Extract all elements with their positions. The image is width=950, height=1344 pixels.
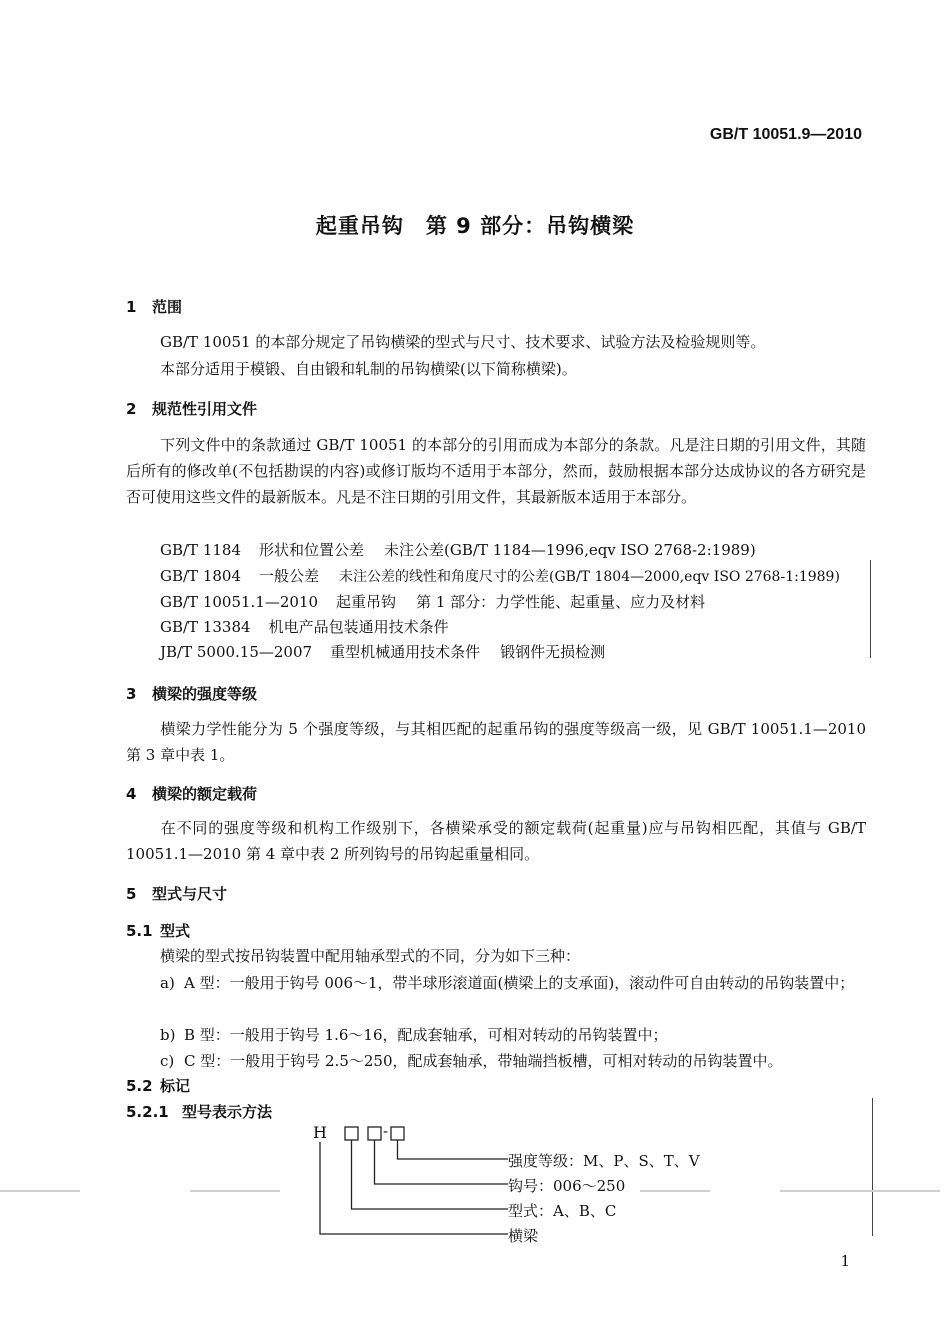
label-beam: 横梁 xyxy=(508,1227,539,1245)
section-1-paragraph-2 xyxy=(126,356,866,382)
scan-artifact xyxy=(190,1190,280,1192)
reference-item xyxy=(160,564,840,589)
list-label: a) xyxy=(160,974,175,992)
paragraph-text: 横梁的型式按吊钩装置中配用轴承型式的不同，分为如下三种： xyxy=(160,947,581,965)
designation-dash: - xyxy=(383,1122,389,1140)
designation-diagram xyxy=(300,1120,720,1250)
reference-item xyxy=(160,615,469,639)
scan-artifact xyxy=(0,1190,80,1192)
section-3-paragraph xyxy=(126,716,866,768)
paragraph-text: 下列文件中的条款通过 GB/T 10051 的本部分的引用而成为本部分的条款。凡是注日期的引用文件，其随后所有的修改单(不包括勘误的内容)或修订版均不适用于本部分，然而，鼓励根据本部分达成协议的各方研究是否可使用这些文件的最新版本。凡是不注日期的引用文件，其最新版本适用于本部分。 xyxy=(126,436,866,506)
section-3-heading xyxy=(126,683,257,704)
label-type: 型式：A、B、C xyxy=(508,1202,617,1220)
reference-title: 形状和位置公差 xyxy=(259,541,365,559)
subsection-title: 型式 xyxy=(160,922,191,940)
reference-detail: 锻钢件无损检测 xyxy=(500,643,606,661)
reference-title: 起重吊钩 xyxy=(336,593,397,611)
list-text: A 型：一般用于钩号 006～1，带半球形滚道面(横梁上的支承面)，滚动件可自由转动的吊钩装置中； xyxy=(184,974,855,992)
section-2-heading xyxy=(126,398,257,419)
section-title: 横梁的额定载荷 xyxy=(152,785,258,803)
scan-margin-line xyxy=(870,560,871,658)
reference-item xyxy=(160,590,705,614)
hook-no-box xyxy=(368,1127,381,1140)
subsection-5-2-heading xyxy=(126,1075,190,1096)
subsection-number: 5.2 xyxy=(126,1077,153,1095)
label-hook-no: 钩号：006～250 xyxy=(508,1177,626,1195)
subsection-number: 5.1 xyxy=(126,922,153,940)
reference-code: GB/T 1184 xyxy=(160,541,242,559)
reference-title: 一般公差 xyxy=(259,567,320,585)
list-text: C 型：一般用于钩号 2.5～250，配成套轴承，带轴端挡板槽，可相对转动的吊钩装置中。 xyxy=(184,1052,783,1070)
reference-item xyxy=(160,640,605,664)
section-2-intro xyxy=(126,432,866,510)
label-grade: 强度等级：M、P、S、T、V xyxy=(508,1152,700,1170)
standard-number: GB/T 10051.9—2010 xyxy=(709,126,862,143)
page-number: 1 xyxy=(840,1252,850,1270)
reference-detail: 未注公差(GB/T 1184—1996,eqv ISO 2768-2:1989) xyxy=(384,541,756,559)
subsection-title: 标记 xyxy=(160,1077,191,1095)
scan-artifact xyxy=(640,1190,710,1192)
subsection-title: 型号表示方法 xyxy=(182,1103,273,1121)
list-label: c) xyxy=(160,1052,175,1070)
reference-detail: 未注公差的线性和角度尺寸的公差(GB/T 1804—2000,eqv ISO 2768-1:1989) xyxy=(339,569,840,585)
section-4-heading xyxy=(126,783,257,804)
subsection-5-2-1-heading xyxy=(126,1101,272,1122)
subsection-number: 5.2.1 xyxy=(126,1103,169,1121)
reference-code: JB/T 5000.15—2007 xyxy=(160,643,313,661)
paragraph-text: GB/T 10051 的本部分规定了吊钩横梁的型式与尺寸、技术要求、试验方法及检验规则等。 xyxy=(160,333,766,351)
section-number: 4 xyxy=(126,785,137,803)
paragraph-text: 在不同的强度等级和机构工作级别下，各横梁承受的额定载荷(起重量)应与吊钩相匹配，其值与 GB/T 10051.1—2010 第 4 章中表 2 所列钩号的吊钩起重量相同。 xyxy=(126,819,866,863)
reference-code: GB/T 13384 xyxy=(160,618,251,636)
section-1-heading xyxy=(126,296,182,317)
list-item xyxy=(160,970,866,996)
list-item xyxy=(160,1048,866,1074)
document-title: 起重吊钩 第 9 部分：吊钩横梁 xyxy=(315,214,635,238)
section-number: 2 xyxy=(126,400,137,418)
subsection-5-1-heading xyxy=(126,920,190,941)
reference-code: GB/T 10051.1—2010 xyxy=(160,593,319,611)
section-title: 范围 xyxy=(152,298,183,316)
list-item xyxy=(160,1022,866,1048)
reference-title: 重型机械通用技术条件 xyxy=(330,643,481,661)
paragraph-text: 横梁力学性能分为 5 个强度等级，与其相匹配的起重吊钩的强度等级高一级，见 GB/T 10051.1—2010 第 3 章中表 1。 xyxy=(126,720,866,764)
section-title: 规范性引用文件 xyxy=(152,400,258,418)
section-5-heading xyxy=(126,883,227,904)
section-title: 横梁的强度等级 xyxy=(152,685,258,703)
section-4-paragraph xyxy=(126,815,866,867)
type-box xyxy=(345,1127,358,1140)
scan-margin-line xyxy=(872,1098,873,1236)
subsection-5-1-intro xyxy=(126,943,866,969)
list-label: b) xyxy=(160,1026,176,1044)
section-number: 5 xyxy=(126,885,137,903)
reference-detail: 第 1 部分：力学性能、起重量、应力及材料 xyxy=(416,593,706,611)
grade-box xyxy=(391,1127,404,1140)
list-text: B 型：一般用于钩号 1.6～16，配成套轴承，可相对转动的吊钩装置中； xyxy=(184,1026,668,1044)
reference-title: 机电产品包装通用技术条件 xyxy=(268,618,449,636)
section-1-paragraph-1 xyxy=(126,329,866,355)
reference-item xyxy=(160,538,756,562)
section-number: 1 xyxy=(126,298,137,316)
section-title: 型式与尺寸 xyxy=(152,885,228,903)
reference-code: GB/T 1804 xyxy=(160,567,242,585)
section-number: 3 xyxy=(126,685,137,703)
scan-artifact xyxy=(780,1190,940,1192)
paragraph-text: 本部分适用于模锻、自由锻和轧制的吊钩横梁(以下简称横梁)。 xyxy=(160,360,577,378)
designation-prefix: H xyxy=(313,1123,327,1142)
